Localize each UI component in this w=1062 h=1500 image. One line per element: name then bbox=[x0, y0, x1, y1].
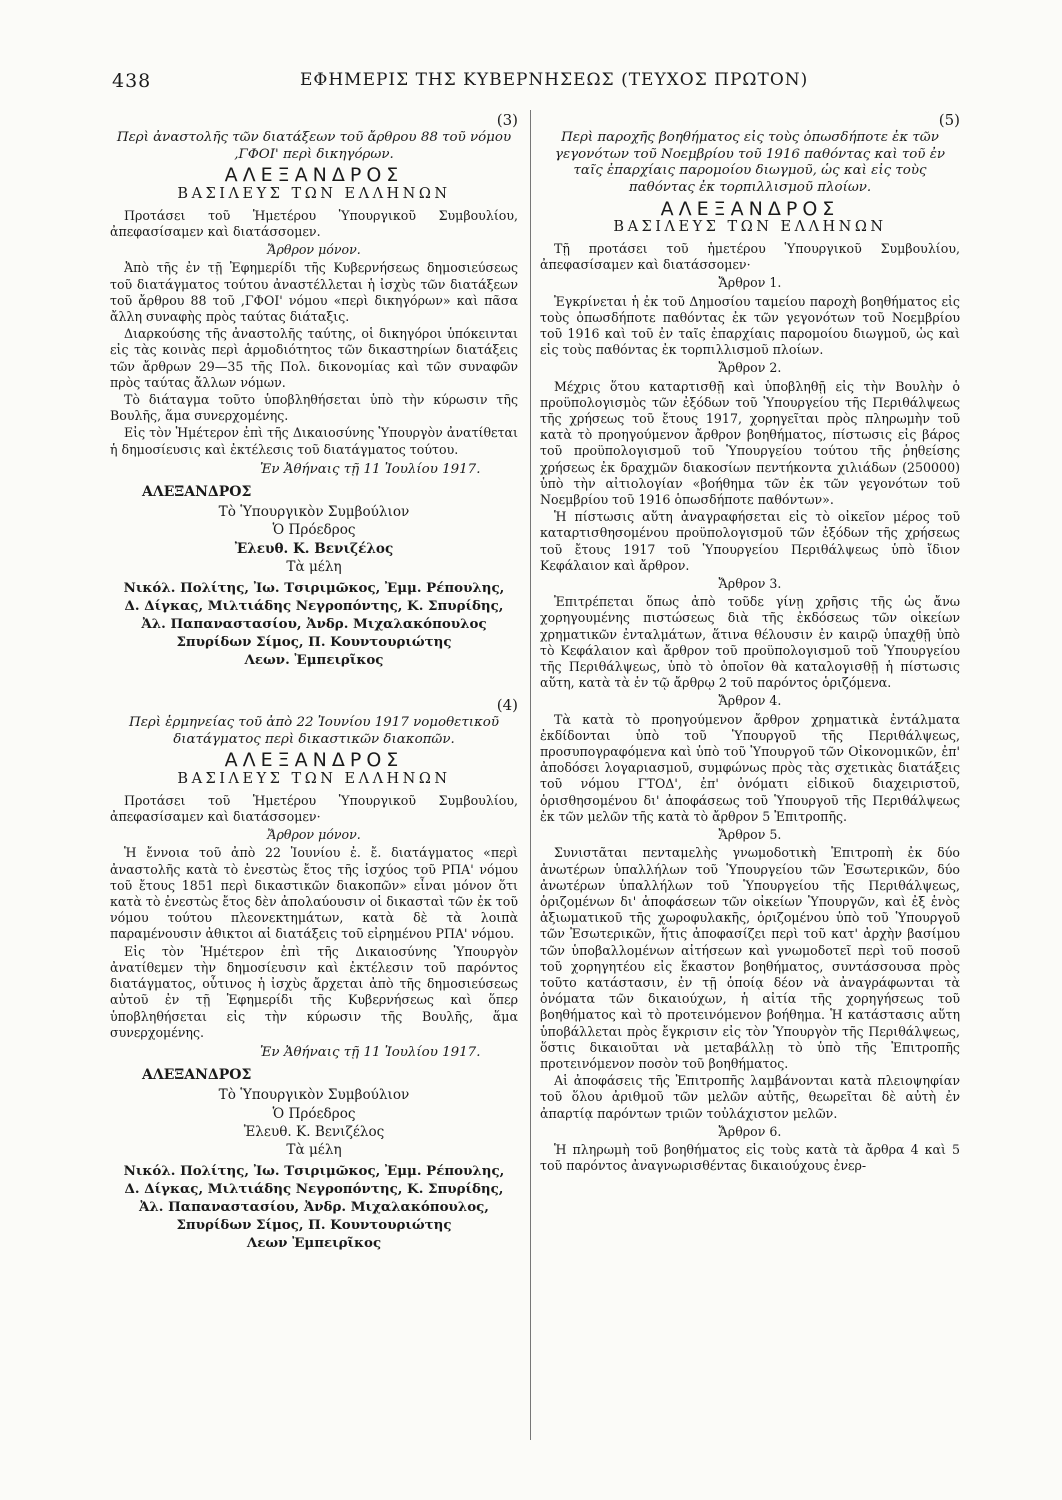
members-line: Σπυρίδων Σίμος, Π. Κουντουριώτης bbox=[176, 634, 452, 651]
decree-intro: Τῇ προτάσει τοῦ ἡμετέρου Ὑπουργικοῦ Συμβουλίου, ἀπεφασίσαμεν καὶ διατάσσομεν· bbox=[540, 240, 960, 273]
members-line: Λεων Ἐμπειρῖκος bbox=[246, 1235, 382, 1252]
article-heading: Ἄρθρον 2. bbox=[718, 360, 782, 376]
decree-number: (4) bbox=[496, 696, 518, 715]
column-divider bbox=[530, 110, 531, 1440]
president-name: Ἐλευθ. Κ. Βενιζέλος bbox=[243, 1123, 385, 1140]
decree-number: (5) bbox=[938, 111, 960, 129]
left-column bbox=[110, 112, 518, 1258]
paragraph: Μέχρις ὅτου καταρτισθῇ καὶ ὑποβληθῇ εἰς τὴν Βουλὴν ὁ προϋπολογισμὸς τῶν ἐξόδων τοῦ Ὑπουργείου τῆς Περιθάλψεως τῆς χρήσεως τοῦ ἔτους 1917, χορηγεῖται πρὸς πληρωμὴν τοῦ κατὰ τὸ προηγούμενον ἄρθρον βοηθήματος, πίστωσις εἰς βάρος τοῦ προϋπολογισμοῦ τοῦ Ὑπουργείου τούτου τῆς ῥηθείσης χρήσεως ἐκ δραχμῶν διακοσίων πεντήκοντα χιλιάδων (250000) ὑπὸ τὴν αἰτιολογίαν «βοήθημα τῶν ἐκ τῶν γεγονότων τοῦ Νοεμβρίου τοῦ 1916 ὁπωσδήποτε παθόντων». bbox=[540, 378, 960, 508]
running-head: ΕΦΗΜΕΡΙΣ ΤΗΣ ΚΥΒΕΡΝΗΣΕΩΣ (ΤΕΥΧΟΣ ΠΡΩΤΟΝ) bbox=[300, 70, 809, 90]
members-line: Ἀλ. Παπαναστασίου, Ἀνδρ. Μιχαλακόπουλος bbox=[141, 616, 487, 633]
paragraph: Ἀπὸ τῆς ἐν τῇ Ἐφημερίδι τῆς Κυβερνήσεως δημοσιεύσεως τοῦ διατάγματος τούτου ἀναστέλλεται ἡ ἰσχὺς τῶν διατάξεων τοῦ ἄρθρου 88 τοῦ ,ΓΦΟΙ' νόμου «περὶ δικηγόρων» καὶ πᾶσα ἄλλη συναφὴς πρὸς ταύτας διάταξις. bbox=[110, 260, 518, 325]
members-line: Νικόλ. Πολίτης, Ἰω. Τσιριμῶκος, Ἐμμ. Ρέπουλης, bbox=[123, 580, 505, 597]
king-name: ΑΛΕΞΑΝΔΡΟΣ bbox=[224, 749, 404, 772]
king-title: ΒΑΣΙΛΕΥΣ ΤΩΝ ΕΛΛΗΝΩΝ bbox=[177, 185, 451, 202]
article-heading: Ἄρθρον 6. bbox=[718, 1123, 782, 1139]
president-label: Ὁ Πρόεδρος bbox=[272, 522, 356, 539]
council-label: Τὸ Ὑπουργικὸν Συμβούλιον bbox=[218, 504, 410, 521]
paragraph: Ἡ πληρωμὴ τοῦ βοηθήματος εἰς τοὺς κατὰ τὰ ἄρθρα 4 καὶ 5 τοῦ παρόντος ἀναγνωρισθέντας δικαιούχους ἐνερ- bbox=[540, 1141, 960, 1174]
decree-date: Ἐν Ἀθήναις τῇ 11 Ἰουλίου 1917. bbox=[260, 461, 481, 477]
decree-intro: Προτάσει τοῦ Ἡμετέρου Ὑπουργικοῦ Συμβουλίου, ἀπεφασίσαμεν καὶ διατάσσομεν. bbox=[110, 207, 518, 239]
paragraph: Εἰς τὸν Ἡμέτερον ἐπὶ τῆς Δικαιοσύνης Ὑπουργὸν ἀνατίθεται ἡ δημοσίευσις καὶ ἐκτέλεσις τοῦ διατάγματος τούτου. bbox=[110, 425, 518, 457]
article-heading: Ἄρθρον 3. bbox=[718, 576, 782, 592]
members-line: Δ. Δίγκας, Μιλτιάδης Νεγροπόντης, Κ. Σπυρίδης, bbox=[124, 1181, 504, 1198]
president-name: Ἐλευθ. Κ. Βενιζέλος bbox=[234, 540, 394, 557]
members-list bbox=[110, 1162, 518, 1252]
article-heading: Ἄρθρον 1. bbox=[718, 275, 782, 291]
paragraph: Ἐπιτρέπεται ὅπως ἀπὸ τοῦδε γίνῃ χρῆσις τῆς ὡς ἄνω χορηγουμένης πιστώσεως διὰ τῆς ἐκδόσεως τῶν οἰκείων χρηματικῶν ἐνταλμάτων, ἅτινα θέλουσιν ἐν καιρῷ ὑπαχθῇ ὑπὸ τὸ Κεφάλαιον καὶ ἄρθρον τοῦ προϋπολογισμοῦ τοῦ Ὑπουργείου τῆς Περιθάλψεως, ὑπὸ τὸ ὁποῖον θὰ καταλογισθῇ ἡ πίστωσις αὕτη, κατὰ τὰ ἐν τῷ ἄρθρῳ 2 τοῦ παρόντος ὁριζόμενα. bbox=[540, 594, 960, 691]
king-name: ΑΛΕΞΑΝΔΡΟΣ bbox=[224, 164, 404, 187]
article-heading: Ἄρθρον 4. bbox=[718, 693, 782, 709]
members-line: Λεων. Ἐμπειρῖκος bbox=[244, 652, 384, 669]
decree-date: Ἐν Ἀθήναις τῇ 11 Ἰουλίου 1917. bbox=[260, 1044, 481, 1060]
decree-3 bbox=[110, 112, 518, 669]
paragraph: Ἡ πίστωσις αὕτη ἀναγραφήσεται εἰς τὸ οἰκεῖον μέρος τοῦ καταρτισθησομένου προϋπολογισμοῦ τῶν ἐξόδων τῆς χρήσεως τοῦ ἔτους 1917 τοῦ Ὑπουργείου Περιθάλψεως ὑπὸ ἴδιον Κεφάλαιον καὶ ἄρθρον. bbox=[540, 509, 960, 573]
paragraph: Αἱ ἀποφάσεις τῆς Ἐπιτροπῆς λαμβάνονται κατὰ πλειοψηφίαν τοῦ ὅλου ἀριθμοῦ τῶν μελῶν αὐτῆς, θεωρεῖται δὲ αὐτὴ ἐν ἀπαρτίᾳ παρόντων τριῶν τοὐλάχιστον μελῶν. bbox=[540, 1073, 960, 1121]
king-signature: ΑΛΕΞΑΝΔΡΟΣ bbox=[142, 484, 252, 501]
decree-5 bbox=[540, 112, 960, 1174]
decree-4 bbox=[110, 697, 518, 1252]
council-label: Τὸ Ὑπουργικὸν Συμβούλιον bbox=[218, 1087, 410, 1104]
paragraph: Τὰ κατὰ τὸ προηγούμενον ἄρθρον χρηματικὰ ἐντάλματα ἐκδίδονται ὑπὸ τοῦ Ὑπουργοῦ τῆς Περιθάλψεως, προσυπογραφόμενα καὶ ὑπὸ τοῦ Ὑπουργοῦ τῶν Οἰκονομικῶν, ἐπ' ἀποδόσει λογαριασμοῦ, συμφώνως πρὸς τὰς σχετικὰς διατάξεις τοῦ νόμου ΓΤΟΔ', ἐπ' ὀνόματι εἰδικοῦ διαχειριστοῦ, ὁρισθησομένου δι' ἀποφάσεως τοῦ Ὑπουργοῦ τῆς Περιθάλψεως ἐκ τῶν μελῶν τῆς κατὰ τὸ ἄρθρον 5 Ἐπιτροπῆς. bbox=[540, 711, 960, 824]
decree-subject: Περὶ παροχῆς βοηθήματος εἰς τοὺς ὁπωσδήποτε ἐκ τῶν γεγονότων τοῦ Νοεμβρίου τοῦ 1916 παθόντας καὶ τοῦ ἐν ταῖς ἐπαρχίαις παρομοίου διωγμοῦ, ὡς καὶ εἰς τοὺς παθόντας ἐκ τορπιλλισμοῦ πλοίων. bbox=[554, 130, 946, 195]
members-label: Τὰ μέλη bbox=[286, 558, 342, 575]
page-number: 438 bbox=[112, 70, 152, 92]
members-line: Νικόλ. Πολίτης, Ἰω. Τσιριμῶκος, Ἐμμ. Ρέπουλης, bbox=[123, 1163, 505, 1180]
members-list bbox=[110, 579, 518, 669]
decree-subject: Περὶ ἑρμηνείας τοῦ ἀπὸ 22 Ἰουνίου 1917 νομοθετικοῦ διατάγματος περὶ δικαστικῶν διακοπῶν. bbox=[129, 715, 499, 747]
paragraph: Ἐγκρίνεται ἡ ἐκ τοῦ Δημοσίου ταμείου παροχὴ βοηθήματος εἰς τοὺς ὁπωσδήποτε παθόντας ἐκ τῶν γεγονότων τοῦ Νοεμβρίου τοῦ 1916 καὶ τοῦ ἐν ταῖς ἐπαρχίαις παρομοίου διωγμοῦ, ὡς καὶ εἰς τοὺς παθόντας ἐκ τορπιλλισμοῦ πλοίων. bbox=[540, 293, 960, 358]
members-line: Σπυρίδων Σίμος, Π. Κουντουριώτης bbox=[176, 1217, 452, 1234]
paragraph: Συνιστᾶται πενταμελὴς γνωμοδοτικὴ Ἐπιτροπὴ ἐκ δύο ἀνωτέρων ὑπαλλήλων τοῦ Ὑπουργείου τῶν Ἐσωτερικῶν, δύο ἀνωτέρων ὑπαλλήλων τοῦ Ὑπουργείου τῆς Περιθάλψεως, ὁριζομένων δι' ἀποφάσεων τῶν οἰκείων Ὑπουργῶν, καὶ ἐξ ἑνὸς ἀξιωματικοῦ τῆς χωροφυλακῆς, ὁριζομένου ὑπὸ τοῦ Ὑπουργοῦ τῶν Ἐσωτερικῶν, ἥτις ἀποφασίζει περὶ τοῦ κατ' ἀρχὴν βασίμου τῶν ὑποβαλλομένων αἰτήσεων καὶ γνωμοδοτεῖ περὶ τοῦ ποσοῦ τοῦ χορηγητέου εἰς ἕκαστον βοηθήματος, συντάσσουσα πρὸς τοῦτο κατάστασιν, ἐν τῇ ὁποίᾳ δέον νὰ ἀναγράφωνται τὰ ὀνόματα τῶν δικαιούχων, ἡ αἰτία τῆς χορηγήσεως τοῦ βοηθήματος καὶ τὸ προτεινόμενον βοήθημα. Ἡ κατάστασις αὕτη ὑποβάλλεται πρὸς ἔγκρισιν εἰς τὸν Ὑπουργὸν τῆς Περιθάλψεως, ὅστις δικαιοῦται νὰ μεταβάλλῃ τὸ ὑπὸ τῆς Ἐπιτροπῆς προτεινόμενον ποσὸν τοῦ βοηθήματος. bbox=[540, 845, 960, 1071]
paragraph: Τὸ διάταγμα τοῦτο ὑποβληθήσεται ὑπὸ τὴν κύρωσιν τῆς Βουλῆς, ἅμα συνερχομένης. bbox=[110, 392, 518, 424]
article-heading: Ἄρθρον 5. bbox=[718, 827, 782, 843]
article-heading: Ἄρθρον μόνον. bbox=[267, 242, 361, 258]
paragraph: Ἡ ἔννοια τοῦ ἀπὸ 22 Ἰουνίου ἐ. ἔ. διατάγματος «περὶ ἀναστολῆς κατὰ τὸ ἐνεστὼς ἔτος τῆς ἰσχύος τοῦ ΡΠΑ' νόμου τοῦ ἔτους 1851 περὶ δικαστικῶν διακοπῶν» εἶναι μόνον ὅτι κατὰ τὸ ἐνεστὼς ἔτος δὲν ἀπολαύουσιν οἱ δικασταὶ τῶν ἐκ τοῦ νόμου τούτου πλεονεκτημάτων, κατὰ δὲ τὰ λοιπὰ παραμένουσιν ἀθικτοι αἱ διατάξεις τοῦ εἰρημένου ΡΠΑ' νόμου. bbox=[110, 845, 518, 942]
king-name: ΑΛΕΞΑΝΔΡΟΣ bbox=[660, 197, 840, 220]
decree-intro: Προτάσει τοῦ Ἡμετέρου Ὑπουργικοῦ Συμβουλίου, ἀπεφασίσαμεν καὶ διατάσσομεν· bbox=[110, 792, 518, 825]
members-line: Δ. Δίγκας, Μιλτιάδης Νεγροπόντης, Κ. Σπυρίδης, bbox=[124, 598, 504, 615]
members-line: Ἀλ. Παπαναστασίου, Ἀνδρ. Μιχαλακόπουλος, bbox=[139, 1199, 489, 1216]
decree-number: (3) bbox=[496, 111, 518, 129]
king-title: ΒΑΣΙΛΕΥΣ ΤΩΝ ΕΛΛΗΝΩΝ bbox=[177, 770, 451, 787]
right-column bbox=[540, 112, 960, 1180]
paragraph: Εἰς τὸν Ἡμέτερον ἐπὶ τῆς Δικαιοσύνης Ὑπουργὸν ἀνατίθεμεν τὴν δημοσίευσιν καὶ ἐκτέλεσιν τοῦ παρόντος διατάγματος, οὗτινος ἡ ἰσχὺς ἄρχεται ἀπὸ τῆς δημοσιεύσεως αὐτοῦ ἐν τῇ Ἐφημερίδι τῆς Κυβερνήσεως καὶ ὅπερ ὑποβληθήσεται εἰς τὴν κύρωσιν τῆς Βουλῆς, ἅμα συνερχομένης. bbox=[110, 943, 518, 1040]
king-title: ΒΑΣΙΛΕΥΣ ΤΩΝ ΕΛΛΗΝΩΝ bbox=[613, 218, 887, 235]
paragraph: Διαρκούσης τῆς ἀναστολῆς ταύτης, οἱ δικηγόροι ὑπόκεινται εἰς τὰς κοινὰς περὶ ἁρμοδιότητος τῶν δικαστηρίων διατάξεις τῶν ἄρθρων 29—35 τῆς Πολ. δικονομίας καὶ τῶν συναφῶν πρὸς ταύτας ἄλλων νόμων. bbox=[110, 326, 518, 390]
members-label: Τὰ μέλη bbox=[286, 1141, 342, 1158]
article-heading: Ἄρθρον μόνον. bbox=[267, 827, 361, 843]
king-signature: ΑΛΕΞΑΝΔΡΟΣ bbox=[142, 1067, 252, 1084]
spacer bbox=[110, 675, 518, 697]
decree-subject: Περὶ ἀναστολῆς τῶν διατάξεων τοῦ ἄρθρου 88 τοῦ νόμου ,ΓΦΟΙ' περὶ δικηγόρων. bbox=[116, 130, 512, 162]
president-label: Ὁ Πρόεδρος bbox=[272, 1105, 356, 1122]
